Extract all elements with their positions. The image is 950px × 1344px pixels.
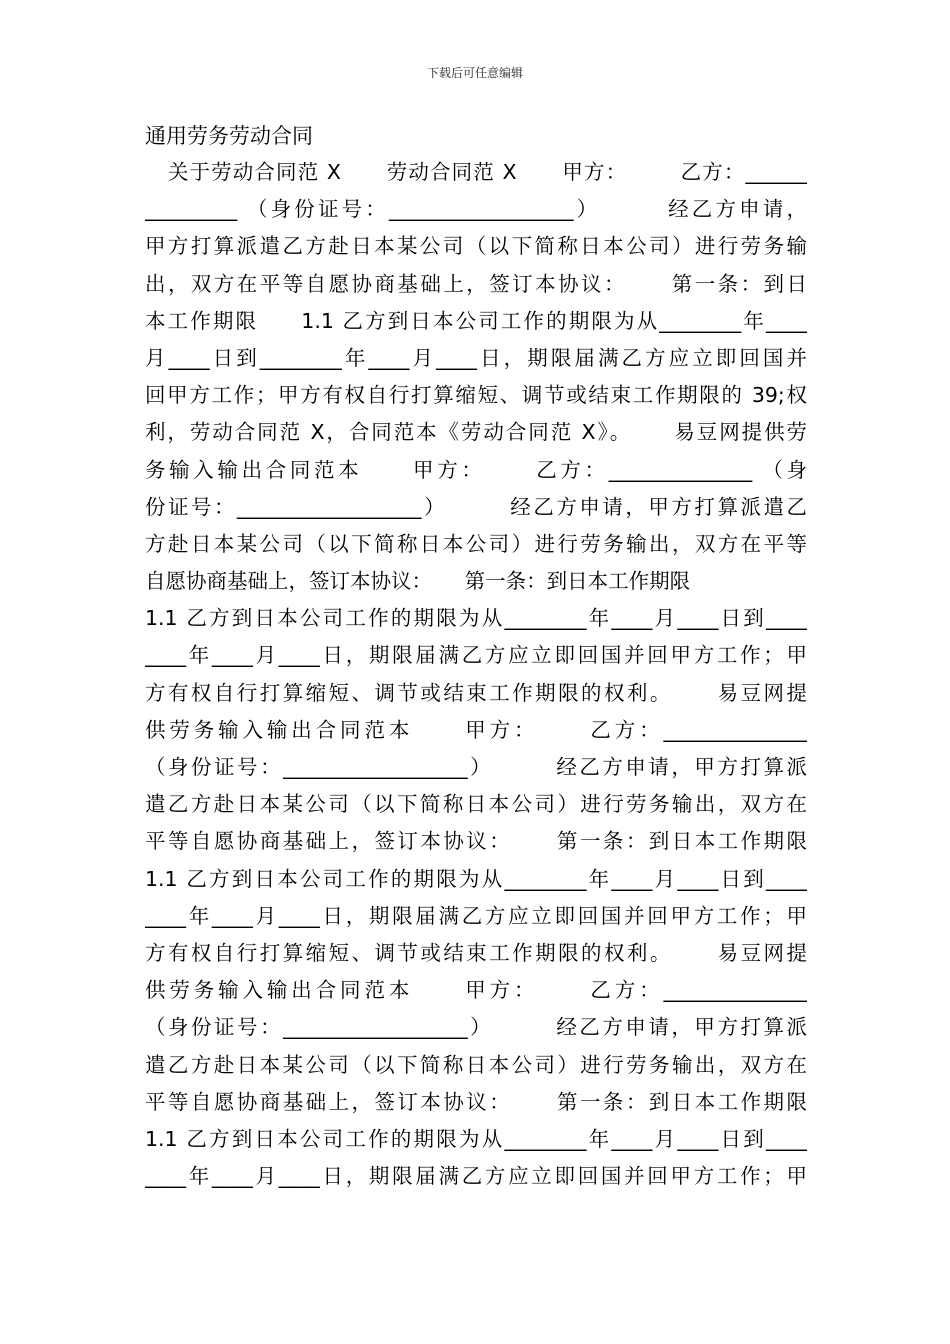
body-line: 务输入输出合同范本 甲方： 乙方：______________ （身 bbox=[145, 457, 807, 482]
body-line: 遣乙方赴日本某公司（以下简称日本公司）进行劳务输出，双方在 bbox=[145, 792, 807, 817]
body-line: 平等自愿协商基础上，签订本协议： 第一条：到日本工作期限 bbox=[145, 829, 807, 854]
body-line: 1.1 乙方到日本公司工作的期限为从________年____月____日到____ bbox=[145, 1126, 807, 1151]
body-line: 方有权自行打算缩短、调节或结束工作期限的权利。 易豆网提 bbox=[145, 680, 807, 705]
body-line: 本工作期限 1.1 乙方到日本公司工作的期限为从________年____ bbox=[145, 308, 807, 333]
body-line: 甲方打算派遣乙方赴日本某公司（以下简称日本公司）进行劳务输 bbox=[145, 234, 807, 259]
body-line: 自愿协商基础上，签订本协议： 第一条：到日本工作期限 bbox=[145, 569, 691, 594]
body-line: 回甲方工作；甲方有权自行打算缩短、调节或结束工作期限的 39;权 bbox=[145, 383, 807, 408]
body-line: 月____日到________年____月____日，期限届满乙方应立即回国并 bbox=[145, 345, 807, 370]
body-line: 遣乙方赴日本某公司（以下简称日本公司）进行劳务输出，双方在 bbox=[145, 1052, 807, 1077]
body-line: ____年____月____日，期限届满乙方应立即回国并回甲方工作；甲 bbox=[145, 1164, 807, 1189]
body-line: ____年____月____日，期限届满乙方应立即回国并回甲方工作；甲 bbox=[145, 643, 807, 668]
body-line: （身份证号：__________________） 经乙方申请，甲方打算派 bbox=[145, 1015, 807, 1040]
body-line: 关于劳动合同范 X 劳动合同范 X 甲方： 乙方：______ bbox=[145, 160, 807, 184]
header-note: 下载后可任意编辑 bbox=[426, 66, 523, 80]
body-line: 方赴日本某公司（以下简称日本公司）进行劳务输出，双方在平等 bbox=[145, 531, 807, 556]
body-line: （身份证号：__________________） 经乙方申请，甲方打算派 bbox=[145, 755, 807, 779]
document-title: 通用劳务劳动合同 bbox=[145, 124, 313, 148]
body-line: 方有权自行打算缩短、调节或结束工作期限的权利。 易豆网提 bbox=[145, 940, 807, 965]
body-line: 供劳务输入输出合同范本 甲方： 乙方：______________ bbox=[145, 717, 807, 742]
body-line: 份证号：__________________） 经乙方申请，甲方打算派遣乙 bbox=[145, 494, 807, 519]
body-line: 平等自愿协商基础上，签订本协议： 第一条：到日本工作期限 bbox=[145, 1089, 807, 1114]
body-line: ____年____月____日，期限届满乙方应立即回国并回甲方工作；甲 bbox=[145, 903, 807, 928]
document-body bbox=[145, 154, 807, 1195]
body-line: 1.1 乙方到日本公司工作的期限为从________年____月____日到____ bbox=[145, 866, 807, 891]
body-line: _________ （身份证号：__________________） 经乙方申请， bbox=[145, 197, 807, 222]
body-line: 1.1 乙方到日本公司工作的期限为从________年____月____日到____ bbox=[145, 606, 807, 631]
body-line: 出，双方在平等自愿协商基础上，签订本协议： 第一条：到日 bbox=[145, 271, 807, 296]
body-line: 供劳务输入输出合同范本 甲方： 乙方：______________ bbox=[145, 978, 807, 1003]
body-line: 利，劳动合同范 X，合同范本《劳动合同范 X》。 易豆网提供劳 bbox=[145, 420, 807, 445]
